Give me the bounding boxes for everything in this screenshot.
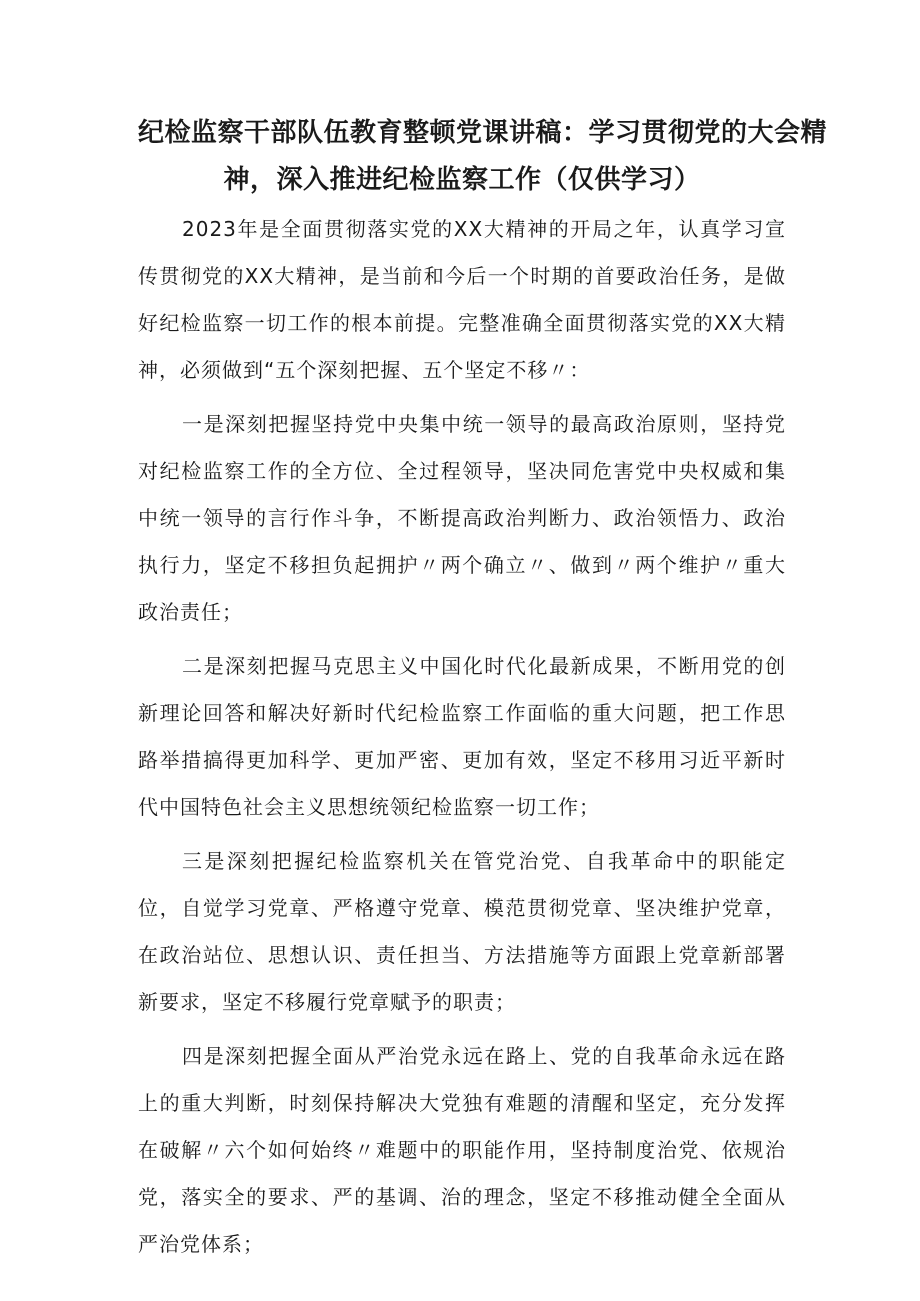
- document-page: [138, 110, 828, 1268]
- document-title: [138, 110, 828, 204]
- title-line-2: 神，深入推进纪检监察工作（仅供学习）: [223, 165, 701, 195]
- paragraph-point-4: 四是深刻把握全面从严治党永远在路上、党的自我革命永远在路上的重大判断，时刻保持解决大党独有难题的清醒和坚定，充分发挥在破解〃六个如何始终〃难题中的职能作用，坚持制度治党、依规治党，落实全的要求、严的基调、治的理念，坚定不移推动健全全面从严治党体系；: [138, 1044, 786, 1256]
- paragraph-point-2: 二是深刻把握马克思主义中国化时代化最新成果，不断用党的创新理论回答和解决好新时代纪检监察工作面临的重大问题，把工作思路举措搞得更加科学、更加严密、更加有效，坚定不移用习近平新时代中国特色社会主义思想统领纪检监察一切工作；: [138, 654, 786, 819]
- paragraph-point-3: 三是深刻把握纪检监察机关在管党治党、自我革命中的职能定位，自觉学习党章、严格遵守党章、模范贯彻党章、坚决维护党章，在政治站位、思想认识、责任担当、方法措施等方面跟上党章新部署新要求，坚定不移履行党章赋予的职责；: [138, 849, 786, 1014]
- paragraph-point-1: 一是深刻把握坚持党中央集中统一领导的最高政治原则，坚持党对纪检监察工作的全方位、全过程领导，坚决同危害党中央权威和集中统一领导的言行作斗争，不断提高政治判断力、政治领悟力、政治执行力，坚定不移担负起拥护〃两个确立〃、做到〃两个维护〃重大政治责任；: [138, 412, 786, 624]
- paragraph-intro: 2023年是全面贯彻落实党的XX大精神的开局之年，认真学习宣传贯彻党的XX大精神，是当前和今后一个时期的首要政治任务，是做好纪检监察一切工作的根本前提。完整准确全面贯彻落实党的XX大精神，必须做到“五个深刻把握、五个坚定不移〃：: [138, 217, 786, 382]
- title-line-1: 纪检监察干部队伍教育整顿党课讲稿：学习贯彻党的大会精: [138, 118, 828, 148]
